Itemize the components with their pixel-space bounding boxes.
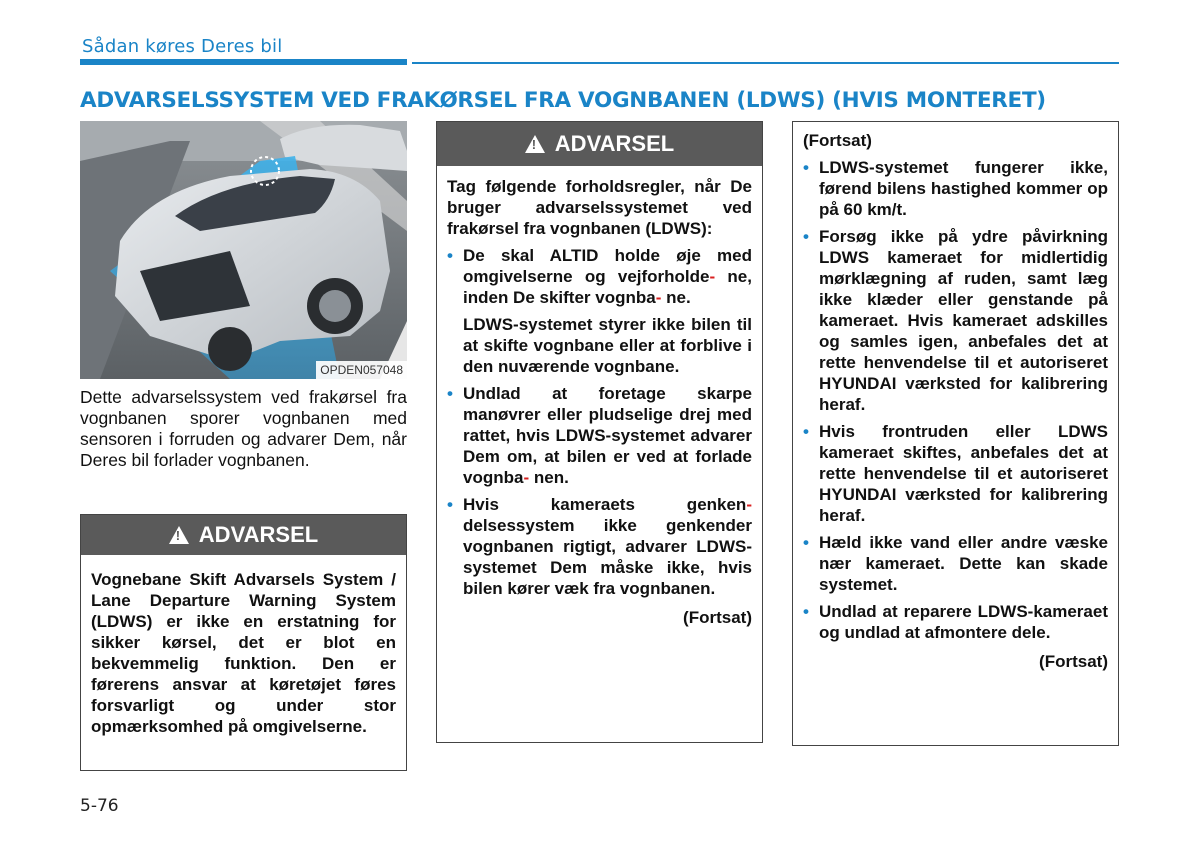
bullet-dot-icon: • bbox=[447, 384, 453, 403]
warning-body bbox=[437, 166, 762, 628]
warning-heading: ADVARSEL bbox=[554, 131, 675, 156]
list-item bbox=[803, 157, 1108, 220]
intro-text: Dette advarselssystem ved frakørsel fra vognbanen sporer vognbanen med sensoren i forruden og advarer Dem, når Deres bil forlader vognbanen. bbox=[80, 387, 407, 470]
list-item-text: LDWS-systemet fungerer ikke, førend bilens hastighed kommer op på 60 km/t. bbox=[819, 158, 1108, 219]
continued-label-bottom: (Fortsat) bbox=[1039, 652, 1108, 671]
bullet-dot-icon: • bbox=[803, 158, 809, 177]
warning-triangle-icon bbox=[525, 135, 545, 153]
continued-label-top: (Fortsat) bbox=[803, 131, 872, 150]
bullet-dot-icon: • bbox=[803, 227, 809, 246]
list-item bbox=[803, 226, 1108, 415]
list-item-text: Hvis frontruden eller LDWS kameraet skiftes, anbefales det at rette henvendelse til et autoriseret HYUNDAI værksted for kalibrering heraf. bbox=[819, 422, 1108, 525]
list-item-text: De skal ALTID holde øje med omgivelserne og vejforholde- ne, inden De skifter vognba- ne. bbox=[463, 246, 752, 307]
list-item-followup: LDWS-systemet styrer ikke bilen til at skifte vognbane eller at forblive i den nuværende vognbane. bbox=[463, 315, 752, 376]
bullet-dot-icon: • bbox=[447, 495, 453, 514]
continued-body bbox=[793, 122, 1118, 672]
list-item-text: Hæld ikke vand eller andre væske nær kameraet. Dette kan skade systemet. bbox=[819, 533, 1108, 594]
continued-box-right bbox=[792, 121, 1119, 746]
list-item-text: Hvis kameraets genken- delsessystem ikke genkender vognbanen rigtigt, advarer LDWS-systemet Dem måske ikke, hvis bilen kører væk fra vognbanen. bbox=[463, 495, 752, 598]
page-number: 5-76 bbox=[80, 796, 119, 816]
bullet-dot-icon: • bbox=[803, 533, 809, 552]
header-rule-thick bbox=[80, 59, 407, 65]
list-item bbox=[803, 601, 1108, 643]
warning-text: Vognebane Skift Advarsels System / Lane Departure Warning System (LDWS) er ikke en erstatning for sikker kørsel, det er blot en bekvemmelig funktion. Den er førerens ansvar at køretøjet føres forsvarligt og under stor opmærksomhed på omgivelserne. bbox=[91, 570, 396, 736]
warning-header bbox=[81, 515, 406, 555]
warning-intro: Tag følgende forholdsregler, når De bruger advarselssystemet ved frakørsel fra vognbanen (LDWS): bbox=[447, 177, 752, 238]
warning-box-middle bbox=[436, 121, 763, 743]
list-item-text: Undlad at foretage skarpe manøvrer eller pludselige drej med rattet, hvis LDWS-systemet advarer Dem om, at bilen er ved at forlade vognba- nen. bbox=[463, 384, 752, 487]
car-illustration-svg bbox=[80, 121, 407, 379]
list-item-text: Forsøg ikke på ydre påvirkning LDWS kameraet for midlertidig mørklægning af ruden, samt læg ikke klæder eller genstande på kameraet. Hvis kameraet adskilles og samles igen, anbefales det at rette henvendelse til et autoriseret HYUNDAI værksted for kalibrering heraf. bbox=[819, 227, 1108, 414]
warning-heading: ADVARSEL bbox=[198, 522, 319, 547]
list-item bbox=[447, 494, 752, 599]
bullet-dot-icon: • bbox=[447, 246, 453, 265]
section-label: Sådan køres Deres bil bbox=[82, 36, 283, 57]
bullet-dot-icon: • bbox=[803, 602, 809, 621]
warning-triangle-icon bbox=[169, 526, 189, 544]
list-item bbox=[447, 383, 752, 488]
continued-label: (Fortsat) bbox=[683, 608, 752, 627]
list-item bbox=[447, 245, 752, 308]
list-item bbox=[803, 421, 1108, 526]
header-rule-thin bbox=[412, 62, 1119, 64]
list-item bbox=[803, 532, 1108, 595]
list-item-text: Undlad at reparere LDWS-kameraet og undlad at afmontere dele. bbox=[819, 602, 1108, 642]
warning-box-left bbox=[80, 514, 407, 771]
bullet-dot-icon: • bbox=[803, 422, 809, 441]
page-title: ADVARSELSSYSTEM VED FRAKØRSEL FRA VOGNBANEN (LDWS) (HVIS MONTERET) bbox=[80, 88, 1046, 113]
figure-code: OPDEN057048 bbox=[316, 361, 407, 379]
warning-header bbox=[437, 122, 762, 166]
car-camera-illustration bbox=[80, 121, 407, 379]
